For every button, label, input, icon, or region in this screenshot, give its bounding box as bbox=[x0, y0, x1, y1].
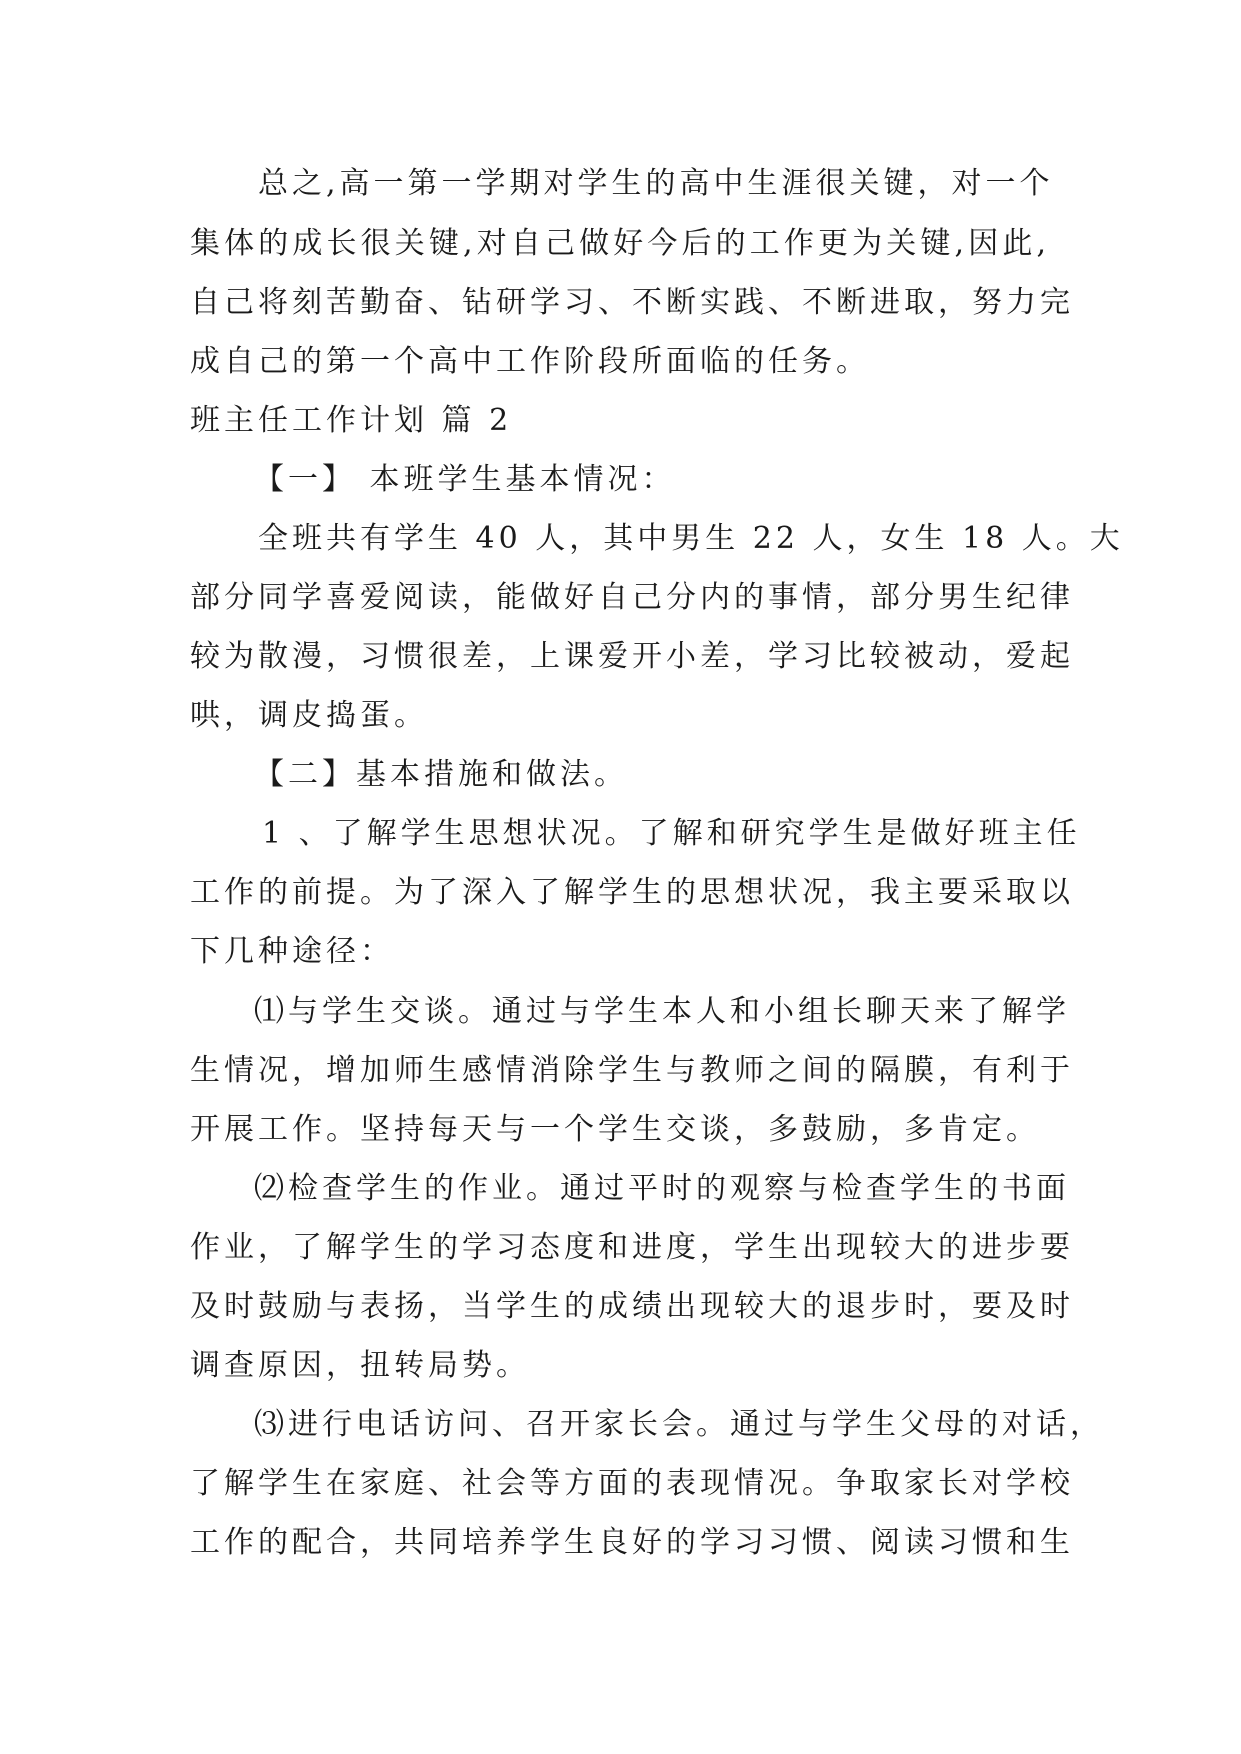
paragraph-line: 总之,高一第一学期对学生的高中生涯很关键，对一个 bbox=[258, 166, 1054, 201]
paragraph-line: 部分同学喜爱阅读，能做好自己分内的事情，部分男生纪律 bbox=[190, 580, 1074, 615]
paragraph-line: 自己将刻苦勤奋、钻研学习、不断实践、不断进取，努力完 bbox=[190, 285, 1074, 320]
paragraph-line: ⑴与学生交谈。通过与学生本人和小组长聊天来了解学 bbox=[254, 994, 1070, 1029]
subsection-heading: 【一】 本班学生基本情况： bbox=[254, 462, 676, 497]
section-heading: 班主任工作计划 篇 2 bbox=[190, 403, 513, 438]
paragraph-line: 作业，了解学生的学习态度和进度，学生出现较大的进步要 bbox=[190, 1230, 1074, 1265]
paragraph-line: 工作的前提。为了深入了解学生的思想状况，我主要采取以 bbox=[190, 875, 1074, 910]
paragraph-line: 较为散漫，习惯很差，上课爱开小差，学习比较被动，爱起 bbox=[190, 639, 1074, 674]
paragraph-line: 调查原因，扭转局势。 bbox=[190, 1348, 530, 1383]
paragraph-line: 开展工作。坚持每天与一个学生交谈，多鼓励，多肯定。 bbox=[190, 1112, 1040, 1147]
paragraph-line: 生情况，增加师生感情消除学生与教师之间的隔膜，有利于 bbox=[190, 1053, 1074, 1088]
subsection-heading: 【二】基本措施和做法。 bbox=[254, 757, 628, 792]
paragraph-line: 下几种途径： bbox=[190, 934, 394, 969]
paragraph-line: 全班共有学生 40 人，其中男生 22 人，女生 18 人。大 bbox=[258, 521, 1124, 556]
paragraph-line: 哄，调皮捣蛋。 bbox=[190, 698, 428, 733]
paragraph-line: 1 、了解学生思想状况。了解和研究学生是做好班主任 bbox=[262, 816, 1081, 851]
paragraph-line: ⑶进行电话访问、召开家长会。通过与学生父母的对话， bbox=[254, 1407, 1104, 1442]
paragraph-line: 成自己的第一个高中工作阶段所面临的任务。 bbox=[190, 344, 870, 379]
paragraph-line: 集体的成长很关键,对自己做好今后的工作更为关键,因此, bbox=[190, 226, 1050, 261]
paragraph-line: 及时鼓励与表扬，当学生的成绩出现较大的退步时，要及时 bbox=[190, 1289, 1074, 1324]
paragraph-line: ⑵检查学生的作业。通过平时的观察与检查学生的书面 bbox=[254, 1171, 1070, 1206]
paragraph-line: 工作的配合，共同培养学生良好的学习习惯、阅读习惯和生 bbox=[190, 1525, 1074, 1560]
paragraph-line: 了解学生在家庭、社会等方面的表现情况。争取家长对学校 bbox=[190, 1466, 1074, 1501]
